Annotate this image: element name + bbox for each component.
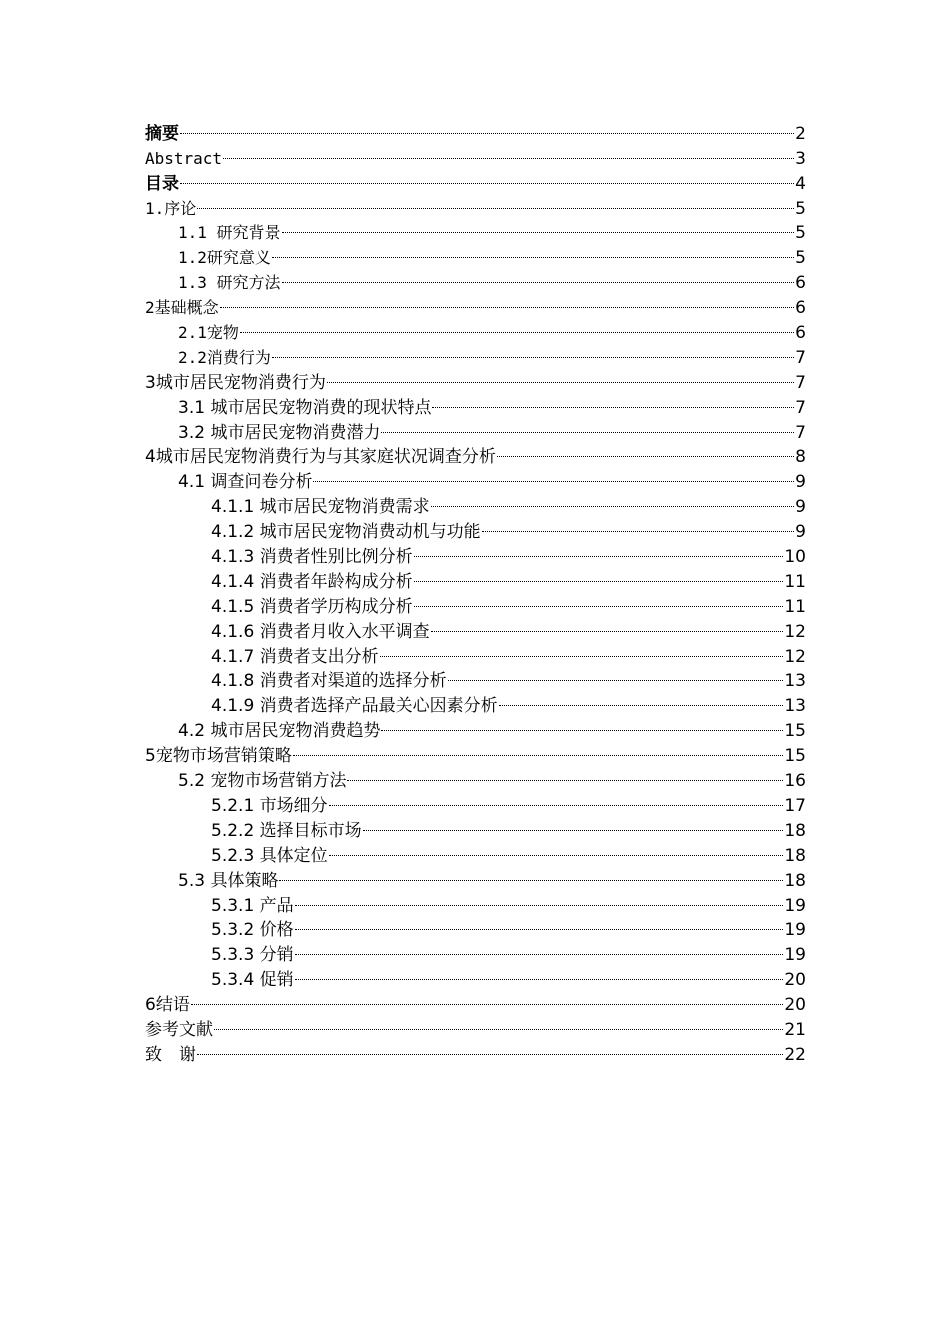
toc-entry[interactable] xyxy=(145,313,806,344)
dot-leader xyxy=(313,462,794,487)
toc-entry-page-number: 6 xyxy=(795,298,806,319)
toc-entry-label: 1.3 研究方法 xyxy=(178,273,281,293)
dot-leader xyxy=(180,114,794,139)
toc-entry-page-number: 7 xyxy=(795,347,806,368)
dot-leader xyxy=(448,662,784,687)
toc-entry-label: 4城市居民宠物消费行为与其家庭状况调查分析 xyxy=(145,447,496,468)
toc-entry-page-number: 21 xyxy=(784,1019,806,1040)
dot-leader xyxy=(279,861,783,886)
toc-entry-page-number: 20 xyxy=(784,995,806,1016)
dot-leader xyxy=(497,438,794,463)
toc-entry[interactable] xyxy=(145,288,806,319)
toc-entry-label: 5.2 宠物市场营销方法 xyxy=(178,771,347,792)
dot-leader xyxy=(347,761,783,786)
toc-entry-label: 1.序论 xyxy=(145,198,197,218)
toc-entry-label: 4.1.3 消费者性别比例分析 xyxy=(211,547,413,568)
toc-entry-label: 参考文献 xyxy=(145,1019,213,1040)
toc-entry-page-number: 4 xyxy=(795,173,806,194)
dot-leader xyxy=(191,985,784,1010)
toc-entry-page-number: 8 xyxy=(795,447,806,468)
toc-entry-label: 5宠物市场营销策略 xyxy=(145,746,292,767)
toc-entry-label: 4.2 城市居民宠物消费趋势 xyxy=(178,721,381,742)
dot-leader xyxy=(329,786,784,811)
dot-leader xyxy=(295,911,784,936)
toc-entry-page-number: 13 xyxy=(784,671,806,692)
toc-entry-label: 4.1.9 消费者选择产品最关心因素分析 xyxy=(211,696,498,717)
dot-leader xyxy=(499,686,784,711)
dot-leader xyxy=(282,263,795,288)
toc-entry-page-number: 2 xyxy=(795,123,806,144)
toc-entry[interactable] xyxy=(145,189,806,219)
dot-leader xyxy=(414,562,784,587)
dot-leader xyxy=(431,487,795,512)
toc-entry-page-number: 11 xyxy=(784,596,806,617)
dot-leader xyxy=(381,711,783,736)
toc-entry[interactable] xyxy=(145,139,806,169)
toc-entry-label: 4.1.1 城市居民宠物消费需求 xyxy=(211,497,430,518)
toc-entry-page-number: 16 xyxy=(784,771,806,792)
toc-entry-label: 5.2.2 选择目标市场 xyxy=(211,820,362,841)
toc-entry-page-number: 18 xyxy=(784,870,806,891)
toc-entry-label: 4.1.2 城市居民宠物消费动机与功能 xyxy=(211,522,481,543)
dot-leader xyxy=(240,313,794,338)
dot-leader xyxy=(220,288,795,313)
toc-entry-page-number: 13 xyxy=(784,696,806,717)
toc-entry-label: 4.1.6 消费者月收入水平调查 xyxy=(211,621,430,642)
toc-entry-label: 2基础概念 xyxy=(145,298,219,318)
dot-leader xyxy=(295,960,784,985)
toc-entry-page-number: 18 xyxy=(784,820,806,841)
dot-leader xyxy=(214,1010,783,1035)
toc-entry-page-number: 11 xyxy=(784,571,806,592)
toc-entry-label: 5.3.1 产品 xyxy=(211,895,294,916)
toc-entry-page-number: 19 xyxy=(784,895,806,916)
dot-leader xyxy=(381,413,794,438)
toc-entry[interactable] xyxy=(145,214,806,244)
toc-entry-page-number: 7 xyxy=(795,422,806,443)
toc-entry-label: 5.3.2 价格 xyxy=(211,920,294,941)
toc-entry-label: 5.2.1 市场细分 xyxy=(211,795,328,816)
toc-entry-page-number: 22 xyxy=(784,1044,806,1065)
toc-entry-page-number: 10 xyxy=(784,547,806,568)
toc-entry-page-number: 7 xyxy=(795,372,806,393)
toc-entry-page-number: 9 xyxy=(795,497,806,518)
toc-entry-label: 1.2研究意义 xyxy=(178,248,271,268)
toc-entry-page-number: 5 xyxy=(795,198,806,219)
dot-leader xyxy=(482,512,795,537)
toc-entry[interactable] xyxy=(145,114,806,144)
toc-entry-page-number: 19 xyxy=(784,945,806,966)
dot-leader xyxy=(380,637,784,662)
toc-entry-page-number: 12 xyxy=(784,646,806,667)
dot-leader xyxy=(432,388,794,413)
toc-entry-label: 2.1宠物 xyxy=(178,323,239,343)
toc-entry-label: 摘要 xyxy=(145,123,179,144)
dot-leader xyxy=(197,1035,783,1060)
toc-entry-label: 1.1 研究背景 xyxy=(178,223,281,243)
toc-entry-page-number: 18 xyxy=(784,845,806,866)
dot-leader xyxy=(180,164,794,189)
toc-entry-label: 6结语 xyxy=(145,995,190,1016)
toc-entry-label: 5.3 具体策略 xyxy=(178,870,279,891)
toc-entry-page-number: 15 xyxy=(784,721,806,742)
toc-entry-label: 3.1 城市居民宠物消费的现状特点 xyxy=(178,397,432,418)
dot-leader xyxy=(293,736,784,761)
toc-entry-page-number: 17 xyxy=(784,795,806,816)
dot-leader xyxy=(431,612,784,637)
toc-entry[interactable] xyxy=(145,1010,806,1040)
dot-leader xyxy=(295,886,784,911)
toc-entry-label: 3城市居民宠物消费行为 xyxy=(145,372,326,393)
toc-entry[interactable] xyxy=(145,164,806,194)
toc-entry-label: 5.2.3 具体定位 xyxy=(211,845,328,866)
dot-leader xyxy=(329,836,784,861)
toc-entry-page-number: 20 xyxy=(784,970,806,991)
toc-entry-page-number: 3 xyxy=(795,148,806,169)
toc-entry-label: 4.1.8 消费者对渠道的选择分析 xyxy=(211,671,447,692)
toc-entry[interactable] xyxy=(145,1035,806,1065)
toc-entry-label: 4.1.7 消费者支出分析 xyxy=(211,646,379,667)
toc-entry-label: Abstract xyxy=(145,148,223,168)
dot-leader xyxy=(272,238,794,263)
toc-entry-label: 5.3.3 分销 xyxy=(211,945,294,966)
toc-entry-label: 4.1.5 消费者学历构成分析 xyxy=(211,596,413,617)
dot-leader xyxy=(414,587,784,612)
toc-entry-page-number: 9 xyxy=(795,472,806,493)
dot-leader xyxy=(282,214,795,239)
toc-entry-label: 4.1 调查问卷分析 xyxy=(178,472,313,493)
toc-entry-page-number: 12 xyxy=(784,621,806,642)
toc-entry-page-number: 9 xyxy=(795,522,806,543)
toc-entry-page-number: 6 xyxy=(795,273,806,294)
toc-entry-page-number: 15 xyxy=(784,746,806,767)
toc-entry-label: 4.1.4 消费者年龄构成分析 xyxy=(211,571,413,592)
toc-entry-label: 3.2 城市居民宠物消费潜力 xyxy=(178,422,381,443)
dot-leader xyxy=(414,537,784,562)
toc-entry-page-number: 19 xyxy=(784,920,806,941)
toc-entry[interactable] xyxy=(145,338,806,368)
toc-entry-label: 5.3.4 促销 xyxy=(211,970,294,991)
dot-leader xyxy=(272,338,794,363)
dot-leader xyxy=(223,139,794,164)
toc-entry[interactable] xyxy=(145,985,806,1016)
dot-leader xyxy=(363,811,784,836)
toc-entry-label: 2.2消费行为 xyxy=(178,347,271,367)
dot-leader xyxy=(327,363,794,388)
table-of-contents xyxy=(145,114,806,1065)
toc-entry-page-number: 7 xyxy=(795,397,806,418)
toc-entry-page-number: 5 xyxy=(795,248,806,269)
toc-entry-label: 目录 xyxy=(145,173,179,194)
toc-entry-page-number: 5 xyxy=(795,223,806,244)
dot-leader xyxy=(197,189,794,214)
toc-entry-label: 致 谢 xyxy=(145,1044,196,1065)
dot-leader xyxy=(295,935,784,960)
toc-entry-page-number: 6 xyxy=(795,323,806,344)
